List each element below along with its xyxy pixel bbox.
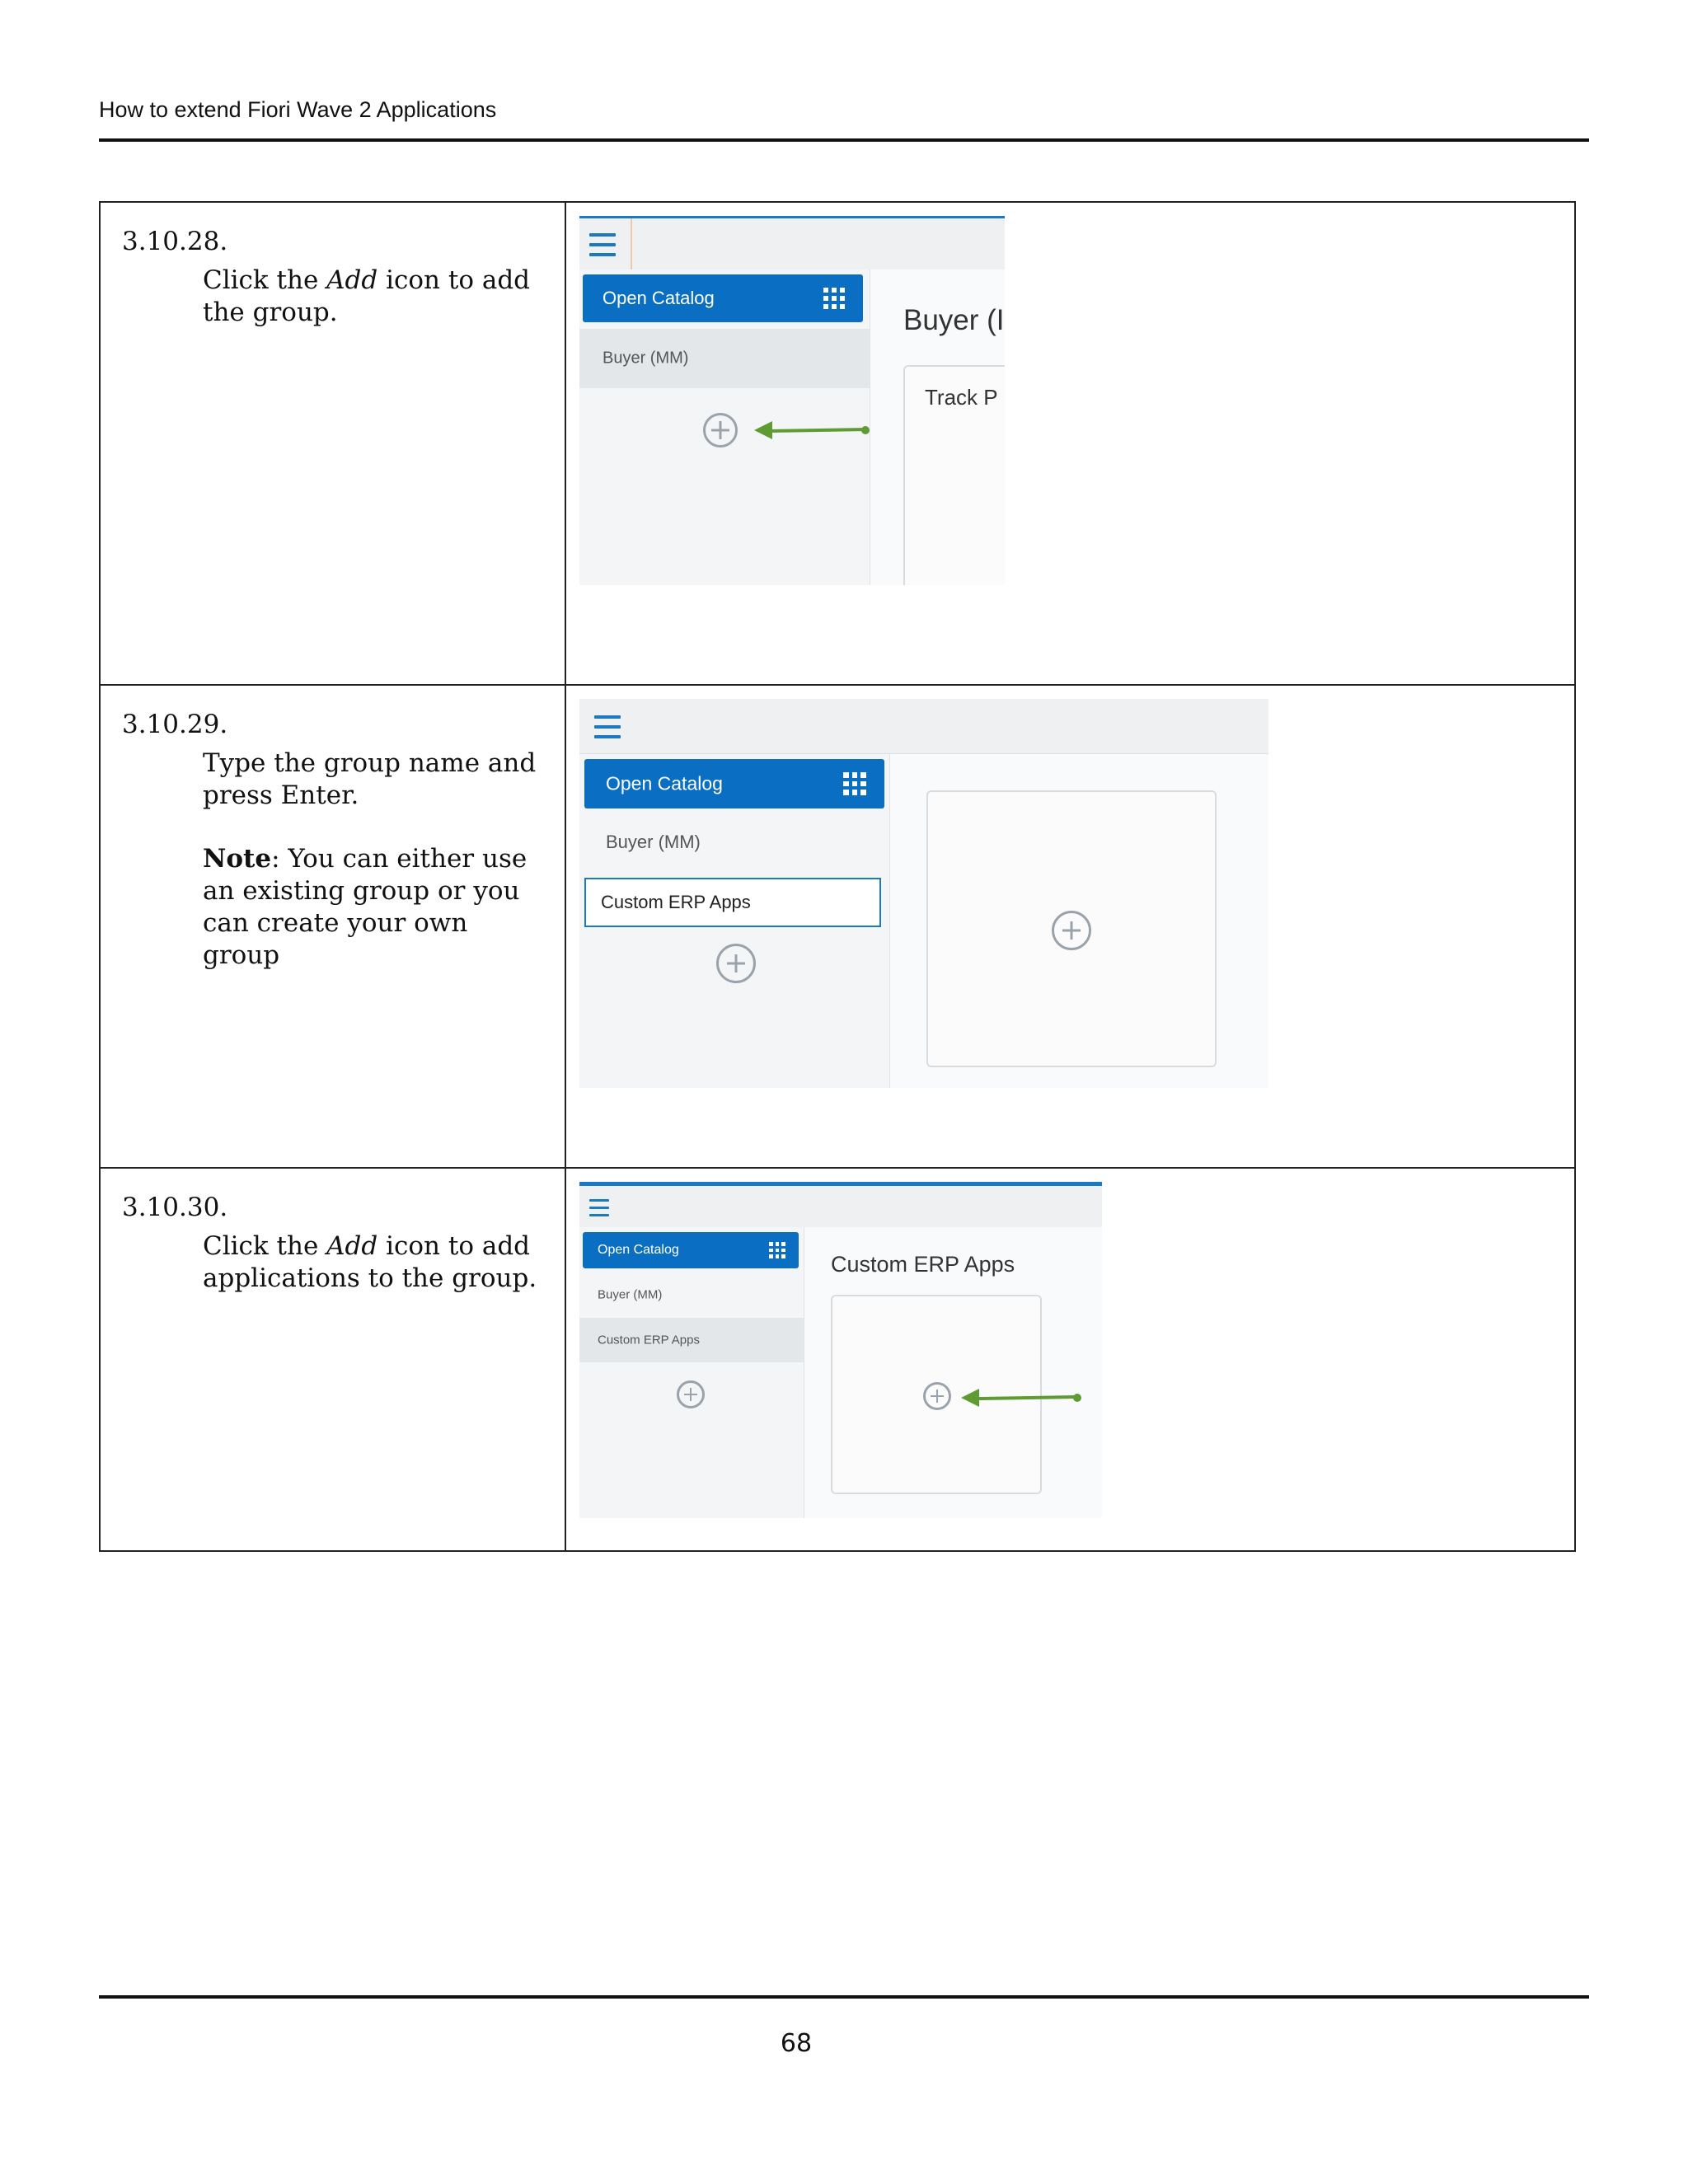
group-name-input[interactable]: Custom ERP Apps bbox=[584, 878, 881, 927]
screenshot-cell bbox=[565, 1168, 1575, 1551]
add-app-tile[interactable] bbox=[926, 790, 1217, 1067]
add-app-icon[interactable] bbox=[923, 1382, 951, 1410]
step-instruction: Click the Add icon to add the group. bbox=[203, 265, 531, 327]
add-group-icon[interactable] bbox=[716, 944, 756, 983]
add-group-icon[interactable] bbox=[677, 1380, 705, 1408]
step-number: 3.10.28. bbox=[122, 227, 228, 256]
step-row bbox=[100, 202, 1575, 685]
fiori-screenshot bbox=[579, 699, 1268, 1088]
step-note: Note: You can either use an existing group or you can create your own group bbox=[203, 844, 528, 970]
tile-title: Track P bbox=[925, 385, 998, 410]
emphasis-add: Add bbox=[326, 1231, 378, 1261]
arrow-dot bbox=[861, 426, 870, 434]
step-instruction: Click the Add icon to add applications to the group. bbox=[203, 1231, 537, 1293]
step-row bbox=[100, 1168, 1575, 1551]
app-tile[interactable] bbox=[903, 365, 1005, 585]
step-text-cell bbox=[100, 685, 565, 1168]
group-panel bbox=[804, 1227, 1102, 1518]
step-number: 3.10.29. bbox=[122, 710, 228, 739]
group-item-custom-erp-apps[interactable]: Custom ERP Apps bbox=[579, 1318, 804, 1362]
open-catalog-button[interactable]: Open Catalog bbox=[583, 1232, 799, 1268]
step-instruction: Type the group name and press Enter. Note: You can either use an existing group or you can create your own group bbox=[203, 748, 548, 972]
shell-topbar bbox=[579, 699, 1268, 754]
document-header-title: How to extend Fiori Wave 2 Applications bbox=[99, 97, 497, 122]
group-list-pane bbox=[579, 1227, 804, 1518]
group-panel bbox=[890, 754, 1268, 1088]
add-app-icon[interactable] bbox=[1052, 911, 1091, 950]
steps-table bbox=[99, 201, 1576, 1552]
group-panel-title: Buyer (I bbox=[903, 304, 1005, 336]
open-catalog-button[interactable]: Open Catalog bbox=[583, 274, 863, 322]
step-text-cell bbox=[100, 1168, 565, 1551]
group-panel-title: Custom ERP Apps bbox=[831, 1252, 1015, 1277]
arrow-line bbox=[769, 428, 868, 433]
footer-rule bbox=[99, 1995, 1589, 1999]
step-text-cell bbox=[100, 202, 565, 685]
header-rule bbox=[99, 138, 1589, 142]
group-item-buyer[interactable]: Buyer (MM) bbox=[606, 832, 701, 852]
add-group-icon[interactable] bbox=[703, 413, 738, 448]
arrow-dot bbox=[1073, 1394, 1081, 1402]
open-catalog-button[interactable]: Open Catalog bbox=[584, 759, 884, 808]
group-panel bbox=[870, 269, 1005, 585]
screenshot-cell bbox=[565, 685, 1575, 1168]
hamburger-menu-icon[interactable] bbox=[589, 233, 617, 258]
screenshot-cell bbox=[565, 202, 1575, 685]
step-row bbox=[100, 685, 1575, 1168]
shell-topbar bbox=[579, 216, 1005, 272]
fiori-screenshot bbox=[579, 216, 1005, 585]
fiori-screenshot bbox=[579, 1182, 1102, 1518]
shell-topbar bbox=[579, 1182, 1102, 1231]
group-item-buyer[interactable]: Buyer (MM) bbox=[598, 1287, 663, 1302]
emphasis-add: Add bbox=[326, 265, 378, 295]
catalog-grid-icon bbox=[843, 772, 866, 795]
page-number: 68 bbox=[780, 2029, 813, 2058]
add-app-tile[interactable] bbox=[831, 1295, 1042, 1494]
group-list-pane bbox=[579, 754, 890, 1088]
hamburger-menu-icon[interactable] bbox=[594, 715, 622, 740]
catalog-grid-icon bbox=[769, 1242, 785, 1258]
catalog-grid-icon bbox=[823, 288, 845, 309]
group-item-buyer[interactable]: Buyer (MM) bbox=[579, 329, 870, 388]
step-number: 3.10.30. bbox=[122, 1193, 228, 1222]
hamburger-menu-icon[interactable] bbox=[589, 1199, 611, 1219]
group-list-pane bbox=[579, 269, 870, 585]
